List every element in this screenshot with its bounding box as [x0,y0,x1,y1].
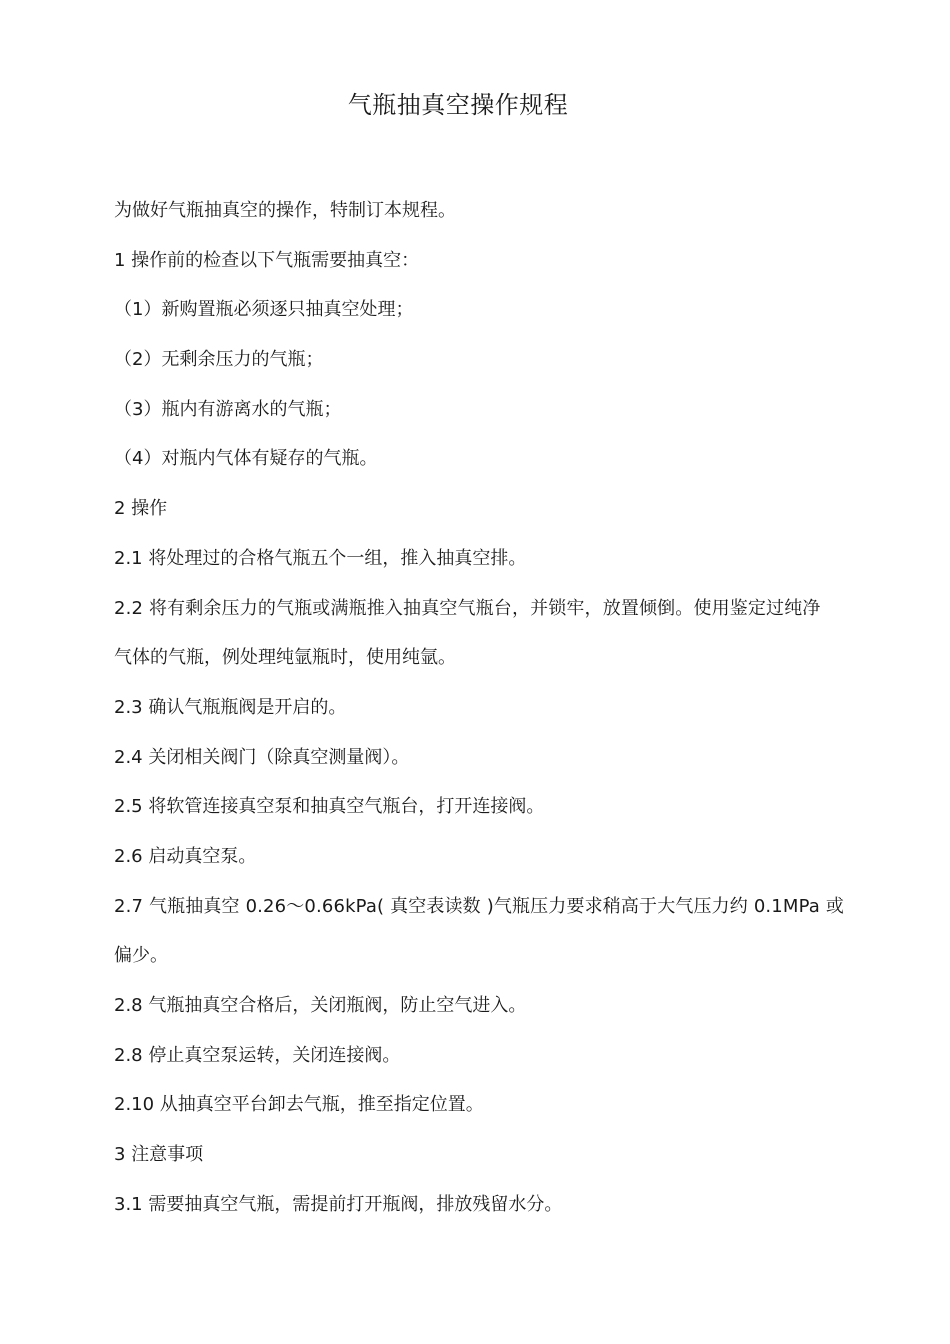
step-2-5: 2.5 将软管连接真空泵和抽真空气瓶台，打开连接阀。 [114,796,545,818]
step-2-1: 2.1 将处理过的合格气瓶五个一组，推入抽真空排。 [114,547,527,569]
intro-paragraph: 为做好气瓶抽真空的操作，特制订本规程。 [114,200,456,221]
list-item: （2）无剩余压力的气瓶； [114,349,324,371]
list-item: （4）对瓶内气体有疑存的气瓶。 [114,448,378,470]
step-3-1: 3.1 需要抽真空气瓶，需提前打开瓶阀，排放残留水分。 [114,1193,563,1215]
step-2-2-continued: 气体的气瓶，例处理纯氩瓶时，使用纯氩。 [114,647,456,669]
list-item: （3）瓶内有游离水的气瓶； [114,398,342,420]
step-2-2: 2.2 将有剩余压力的气瓶或满瓶推入抽真空气瓶台，并锁牢，放置倾倒。使用鉴定过纯净 [114,597,821,619]
document-title: 气瓶抽真空操作规程 [347,91,569,119]
section-2-heading: 2 操作 [114,498,168,520]
document-body [114,197,862,1240]
list-item: （1）新购置瓶必须逐只抽真空处理； [114,299,414,321]
step-2-7: 2.7 气瓶抽真空 0.26～0.66kPa( 真空表读数 )气瓶压力要求稍高于大气压力约 0.1MPa 或 [114,895,844,917]
step-2-8b: 2.8 停止真空泵运转，关闭连接阀。 [114,1044,401,1066]
step-2-4: 2.4 关闭相关阀门（除真空测量阀）。 [114,746,410,768]
section-1-heading: 1 操作前的检查以下气瓶需要抽真空： [114,249,420,271]
step-2-8: 2.8 气瓶抽真空合格后，关闭瓶阀，防止空气进入。 [114,995,527,1016]
step-2-3: 2.3 确认气瓶瓶阀是开启的。 [114,696,347,718]
step-2-7-continued: 偏少。 [114,945,168,967]
section-3-heading: 3 注意事项 [114,1144,204,1166]
step-2-6: 2.6 启动真空泵。 [114,845,257,867]
step-2-10: 2.10 从抽真空平台卸去气瓶，推至指定位置。 [114,1094,484,1116]
